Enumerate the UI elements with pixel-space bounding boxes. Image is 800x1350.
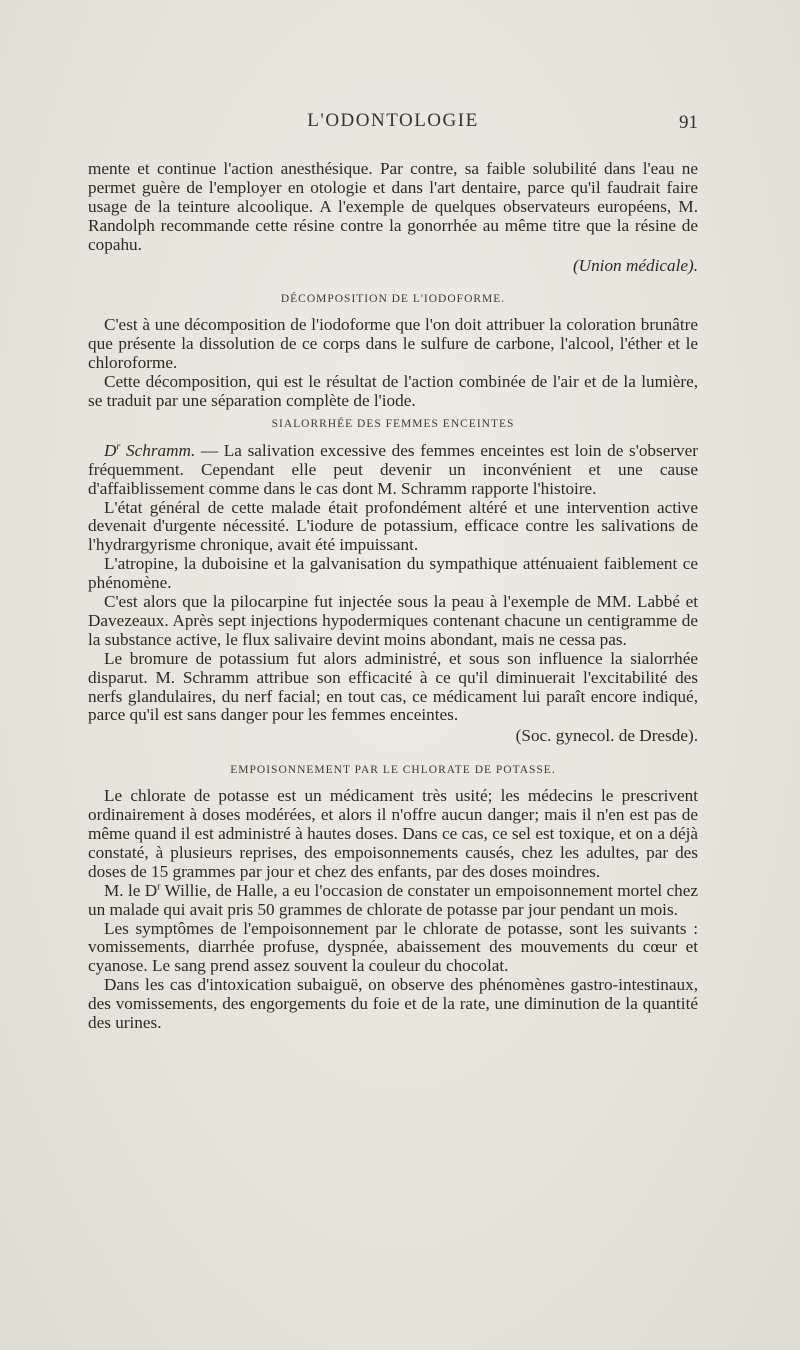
paragraph: C'est alors que la pilocarpine fut injectée sous la peau à l'exemple de MM. Labbé et Davezeaux. Après sept injections hypodermiques contenant chacune un centigramme de la substance active, le flux salivaire devint moins abondant, mais ne cessa pas. (88, 592, 698, 649)
paragraph: Cette décomposition, qui est le résultat de l'action combinée de l'air et de la lumière, se traduit par une séparation complète de l'iode. (88, 372, 698, 410)
paragraph (88, 882, 698, 920)
paragraph (88, 442, 698, 499)
page-text (88, 108, 698, 1033)
paragraph: L'état général de cette malade était profondément altéré et une intervention active devenait d'urgente nécessité. L'iodure de potassium, efficace contre les salivations de l'hydrargyrisme chronique, avait été impuissant. (88, 497, 698, 555)
page-number: 91 (679, 112, 698, 133)
source-citation (88, 257, 698, 276)
author-superscript: r (116, 441, 121, 453)
section-heading: EMPOISONNEMENT PAR LE CHLORATE DE POTASSE. (230, 764, 556, 777)
paragraph: Le chlorate de potasse est un médicament très usité; les médecins le prescrivent ordinairement à doses modérées, et alors il n'offre aucun danger; mais il n'en est pas de même quand il est administré à hautes doses. Dans ce cas, ce sel est toxique, et on a déjà constaté, à plusieurs reprises, des empoisonnements causés, chez les adultes, par des doses de 15 grammes par jour et chez des enfants, par des doses moindres. (88, 786, 698, 881)
source-text: (Union médicale). (572, 255, 698, 275)
paragraph-text: — La salivation excessive des femmes enceintes est loin de s'observer fréquemment. Cependant elle peut devenir un inconvénient et une cause d'affaiblissement comme dans le cas dont M. Schramm rapporte l'histoire. (88, 440, 698, 498)
paragraph: mente et continue l'action anesthésique. Par contre, sa faible solubilité dans l'eau ne permet guère de l'employer en otologie et dans l'art dentaire, parce qu'il faudrait faire usage de la teinture alcoolique. A l'exemple de quelques observateurs européens, M. Randolph recommande cette résine contre la gonorrhée au même titre que la résine de copahu. (88, 159, 698, 254)
author-name: Schramm. (126, 440, 196, 460)
section-heading: DÉCOMPOSITION DE L'IODOFORME. (280, 293, 506, 306)
running-title: L'ODONTOLOGIE (307, 110, 479, 131)
paragraph: Les symptômes de l'empoisonnement par le chlorate de potasse, sont les suivants : vomissements, diarrhée profuse, dyspnée, abaissement des mouvements du cœur et cyanose. Le sang prend assez souvent la couleur du chocolat. (88, 918, 698, 976)
superscript: r (157, 880, 161, 892)
paragraph-prefix: M. le D (104, 880, 158, 900)
source-citation: (Soc. gynecol. de Dresde). (515, 726, 698, 746)
paragraph: Le bromure de potassium fut alors administré, et sous son influence la sialorrhée disparut. M. Schramm attribue son efficacité à ce qu'il diminuerait l'excitabilité des nerfs glandulaires, du nerf facial; en tout cas, ce médicament lui paraît encore indiqué, parce qu'il est sans danger pour les femmes enceintes. (88, 648, 698, 725)
paragraph: L'atropine, la duboisine et la galvanisation du sympathique atténuaient faiblement ce phénomène. (88, 554, 698, 593)
paragraph-text: Willie, de Halle, a eu l'occasion de constater un empoisonnement mortel chez un malade qui avait pris 50 grammes de chlorate de potasse par jour pendant un mois. (88, 880, 698, 919)
paragraph: C'est à une décomposition de l'iodoforme que l'on doit attribuer la coloration brunâtre que présente la dissolution de ce corps dans le sulfure de carbone, l'alcool, l'éther et le chloroforme. (88, 315, 698, 373)
section-heading: SIALORRHÉE DES FEMMES ENCEINTES (271, 417, 515, 430)
author-prefix: D (104, 440, 117, 460)
paragraph: Dans les cas d'intoxication subaiguë, on observe des phénomènes gastro-intestinaux, des vomissements, des engorgements du foie et de la rate, une diminution de la quantité des urines. (88, 975, 698, 1033)
running-header (88, 108, 698, 138)
